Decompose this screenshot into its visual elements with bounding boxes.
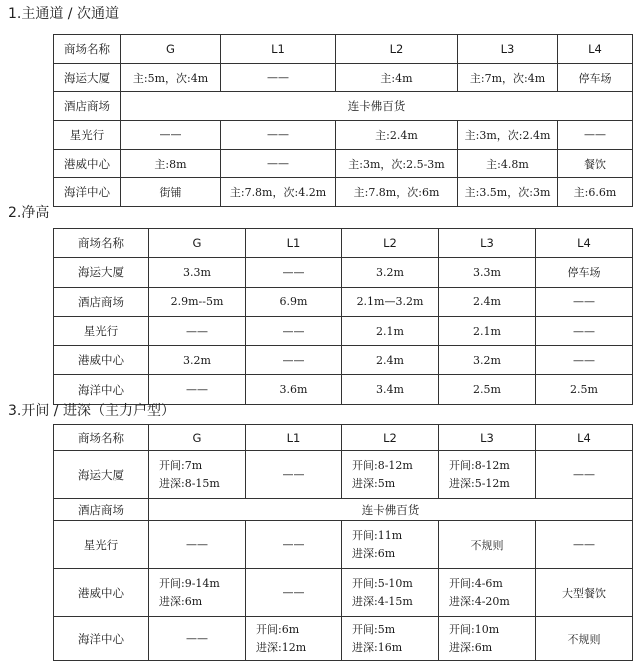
column-header: 商场名称: [54, 229, 149, 258]
table-cell: ——: [246, 451, 342, 499]
column-header: L3: [439, 229, 536, 258]
table-cell: ——: [536, 521, 633, 569]
mall-name: 海运大厦: [54, 258, 149, 287]
table-cell: ——: [246, 316, 342, 345]
table-cell: 停车场: [558, 63, 633, 92]
table-cell: ——: [558, 121, 633, 150]
cell-line: 进深:5m: [352, 476, 396, 490]
mall-name: 海运大厦: [54, 63, 121, 92]
column-header: L2: [336, 35, 458, 64]
table-cell: ——: [149, 521, 246, 569]
table-cell: ——: [149, 617, 246, 661]
table-row: [54, 316, 633, 345]
column-header: L4: [536, 229, 633, 258]
section-3-title: 3.开间 / 进深（主力户型）: [8, 403, 175, 419]
table-cell: [439, 451, 536, 499]
table-cell: ——: [536, 451, 633, 499]
table-cell: 2.5m: [536, 375, 633, 404]
cell-line: 开间:5m: [352, 622, 396, 636]
table-cell: 不规则: [439, 521, 536, 569]
section-2-title: 2.净高: [8, 205, 50, 221]
cell-line: 进深:6m: [159, 594, 203, 608]
table-cell: 大型餐饮: [536, 569, 633, 617]
table-cell: [149, 569, 246, 617]
table-row: [54, 521, 633, 569]
table-cell: 主:7.8m，次:6m: [336, 178, 458, 207]
cell-line: 开间:9-14m: [159, 576, 220, 590]
table-cell: ——: [536, 316, 633, 345]
table-cell: ——: [149, 375, 246, 404]
column-header: L3: [439, 425, 536, 451]
cell-line: 进深:16m: [352, 640, 403, 654]
table-cell: 主:6.6m: [558, 178, 633, 207]
table-cell: 主:3m，次:2.5-3m: [336, 149, 458, 178]
column-header: G: [149, 425, 246, 451]
table-row: [54, 92, 633, 121]
merged-cell: 连卡佛百货: [149, 499, 633, 521]
table-cell: 主:3.5m，次:3m: [458, 178, 558, 207]
cell-line: 开间:4-6m: [449, 576, 503, 590]
table-cell: ——: [149, 316, 246, 345]
column-header: L3: [458, 35, 558, 64]
table-row: [54, 178, 633, 207]
mall-name: 港威中心: [54, 569, 149, 617]
table-cell: 街铺: [121, 178, 221, 207]
table-cell: 3.2m: [149, 346, 246, 375]
column-header: L1: [221, 35, 336, 64]
table-row: [54, 451, 633, 499]
header-row: [54, 229, 633, 258]
cell-line: 进深:5-12m: [449, 476, 510, 490]
table-row: [54, 63, 633, 92]
section-1-title: 1.主通道 / 次通道: [8, 6, 119, 22]
table-cell: 主:7m，次:4m: [458, 63, 558, 92]
cell-line: 开间:8-12m: [352, 458, 413, 472]
table-cell: ——: [221, 121, 336, 150]
merged-cell: 连卡佛百货: [121, 92, 633, 121]
table-cell: 主:4m: [336, 63, 458, 92]
mall-name: 海洋中心: [54, 178, 121, 207]
mall-name: 星光行: [54, 521, 149, 569]
cell-line: 进深:4-15m: [352, 594, 413, 608]
table-cell: ——: [536, 287, 633, 316]
table-cell: ——: [121, 121, 221, 150]
table-cell: 3.4m: [342, 375, 439, 404]
mall-name: 港威中心: [54, 149, 121, 178]
clear-height-table: [53, 228, 633, 405]
column-header: L4: [558, 35, 633, 64]
unit-size-table: [53, 424, 633, 661]
table-cell: 2.4m: [439, 287, 536, 316]
table-cell: [342, 617, 439, 661]
table-cell: [149, 451, 246, 499]
mall-name: 海洋中心: [54, 375, 149, 404]
table-row: [54, 121, 633, 150]
table-cell: ——: [536, 346, 633, 375]
table-row: [54, 375, 633, 404]
table-cell: ——: [246, 521, 342, 569]
cell-line: 开间:8-12m: [449, 458, 510, 472]
table-cell: ——: [246, 346, 342, 375]
table-cell: 2.1m: [342, 316, 439, 345]
column-header: L1: [246, 425, 342, 451]
table-cell: ——: [246, 569, 342, 617]
table-cell: 主:8m: [121, 149, 221, 178]
cell-line: 开间:6m: [256, 622, 300, 636]
table-row: [54, 149, 633, 178]
cell-line: 进深:6m: [449, 640, 493, 654]
mall-name: 星光行: [54, 121, 121, 150]
table-cell: 3.6m: [246, 375, 342, 404]
cell-line: 进深:8-15m: [159, 476, 220, 490]
cell-line: 进深:6m: [352, 546, 396, 560]
table-cell: [342, 521, 439, 569]
table-cell: 不规则: [536, 617, 633, 661]
column-header: 商场名称: [54, 35, 121, 64]
cell-line: 开间:7m: [159, 458, 203, 472]
table-cell: 3.2m: [342, 258, 439, 287]
table-row: [54, 499, 633, 521]
table-row: [54, 569, 633, 617]
table-row: [54, 287, 633, 316]
main-aisle-table: [53, 34, 633, 207]
cell-line: 进深:12m: [256, 640, 307, 654]
cell-line: 进深:4-20m: [449, 594, 510, 608]
mall-name: 海运大厦: [54, 451, 149, 499]
column-header: G: [149, 229, 246, 258]
column-header: 商场名称: [54, 425, 149, 451]
table-cell: ——: [221, 149, 336, 178]
table-cell: [342, 451, 439, 499]
header-row: [54, 425, 633, 451]
table-cell: 餐饮: [558, 149, 633, 178]
table-cell: 2.4m: [342, 346, 439, 375]
table-cell: 2.5m: [439, 375, 536, 404]
table-cell: 主:3m，次:2.4m: [458, 121, 558, 150]
column-header: L4: [536, 425, 633, 451]
table-cell: 3.3m: [439, 258, 536, 287]
table-cell: ——: [246, 258, 342, 287]
mall-name: 星光行: [54, 316, 149, 345]
table-row: [54, 346, 633, 375]
cell-line: 开间:10m: [449, 622, 500, 636]
table-cell: 停车场: [536, 258, 633, 287]
table-cell: 主:2.4m: [336, 121, 458, 150]
table-cell: [342, 569, 439, 617]
table-cell: [439, 569, 536, 617]
table-cell: 3.3m: [149, 258, 246, 287]
mall-name: 港威中心: [54, 346, 149, 375]
table-row: [54, 258, 633, 287]
column-header: L1: [246, 229, 342, 258]
column-header: G: [121, 35, 221, 64]
table-cell: 2.1m—3.2m: [342, 287, 439, 316]
column-header: L2: [342, 425, 439, 451]
header-row: [54, 35, 633, 64]
mall-name: 海洋中心: [54, 617, 149, 661]
table-row: [54, 617, 633, 661]
table-cell: 主:7.8m，次:4.2m: [221, 178, 336, 207]
table-cell: ——: [221, 63, 336, 92]
table-cell: 6.9m: [246, 287, 342, 316]
column-header: L2: [342, 229, 439, 258]
table-cell: 主:4.8m: [458, 149, 558, 178]
cell-line: 开间:5-10m: [352, 576, 413, 590]
mall-name: 酒店商场: [54, 287, 149, 316]
mall-name: 酒店商场: [54, 92, 121, 121]
table-cell: 2.9m--5m: [149, 287, 246, 316]
table-cell: 主:5m，次:4m: [121, 63, 221, 92]
table-cell: 2.1m: [439, 316, 536, 345]
table-cell: [246, 617, 342, 661]
table-cell: [439, 617, 536, 661]
mall-name: 酒店商场: [54, 499, 149, 521]
cell-line: 开间:11m: [352, 528, 403, 542]
table-cell: 3.2m: [439, 346, 536, 375]
